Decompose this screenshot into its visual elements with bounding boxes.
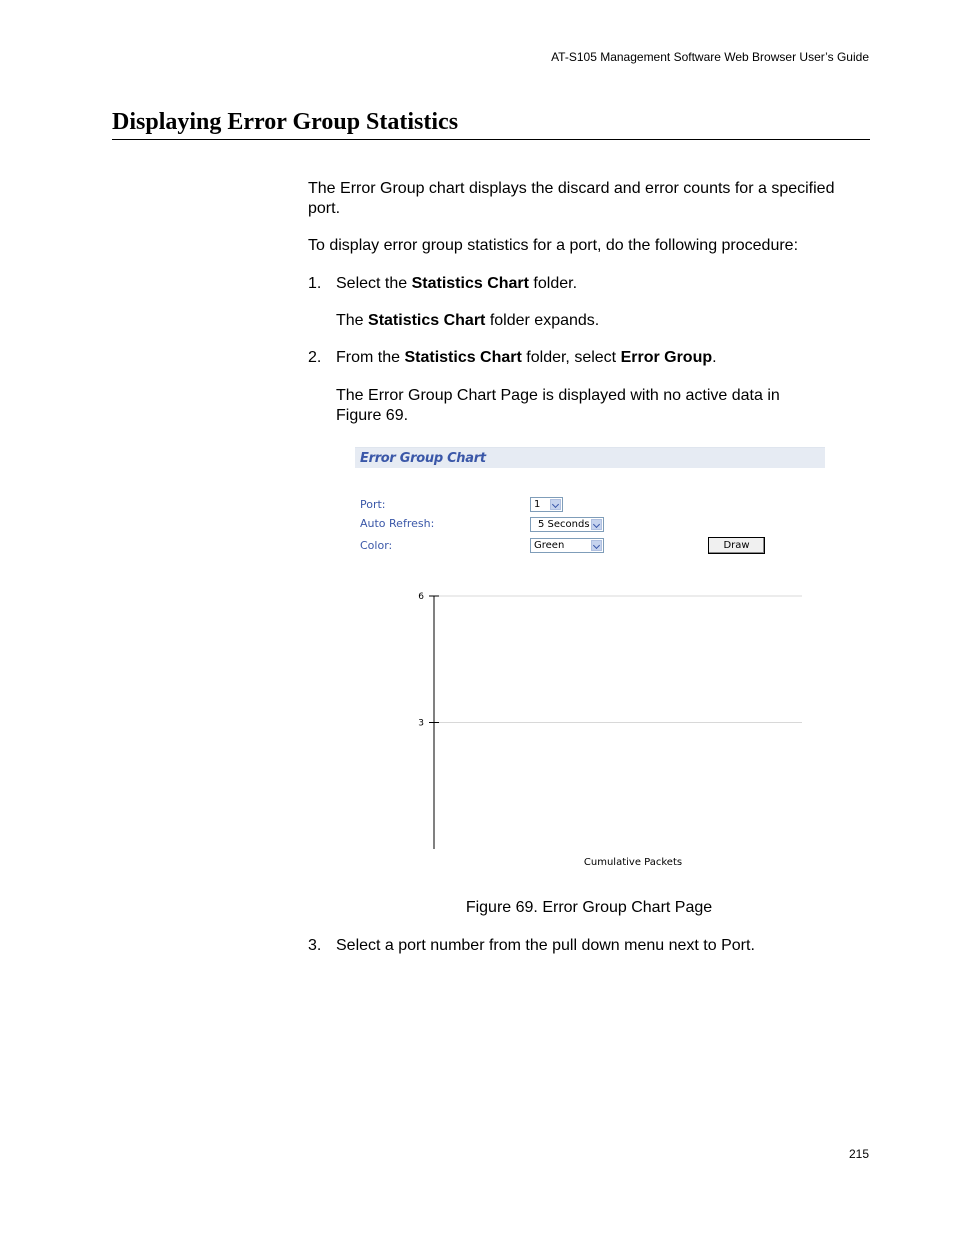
auto-refresh-label: Auto Refresh: — [360, 517, 435, 530]
draw-button[interactable]: Draw — [708, 537, 765, 554]
step-number: 3. — [308, 937, 322, 954]
color-label: Color: — [360, 539, 393, 552]
error-group-chart — [355, 577, 827, 877]
port-select-value: 1 — [534, 499, 541, 510]
auto-refresh-select[interactable] — [530, 517, 604, 532]
section-title: Displaying Error Group Statistics — [112, 107, 870, 140]
chevron-down-icon — [550, 499, 561, 510]
step-text: Select the Statistics Chart folder. — [336, 275, 578, 292]
chevron-down-icon — [591, 540, 602, 551]
intro-paragraph-2 — [308, 236, 870, 256]
color-select-value: Green — [534, 540, 565, 551]
chart-page-title: Error Group Chart — [360, 451, 486, 466]
color-select[interactable] — [530, 538, 604, 553]
port-select[interactable] — [530, 497, 563, 512]
figure-caption: Figure 69. Error Group Chart Page — [465, 899, 713, 916]
chevron-down-icon — [591, 519, 602, 530]
x-axis-label: Cumulative Packets — [583, 857, 683, 868]
y-tick-label: 3 — [418, 718, 424, 729]
error-group-chart-figure — [355, 447, 827, 877]
page-number: 215 — [848, 1147, 869, 1161]
step-text: Select a port number from the pull down menu next to Port. — [336, 937, 755, 954]
step-number: 2. — [308, 349, 322, 366]
step-text: From the Statistics Chart folder, select Error Group. — [336, 349, 717, 366]
step-2-note: The Error Group Chart Page is displayed with no active data in Figure 69. — [336, 387, 780, 424]
step-number: 1. — [308, 275, 322, 292]
intro-text-1: The Error Group chart displays the discard and error counts for a specified port. — [308, 180, 835, 217]
chart-page-title-bar — [355, 447, 825, 468]
step-1-note: The Statistics Chart folder expands. — [336, 312, 600, 329]
intro-paragraph-1 — [308, 179, 870, 219]
intro-text-2: To display error group statistics for a port, do the following procedure: — [308, 237, 799, 254]
y-tick-label: 6 — [418, 592, 424, 602]
port-label: Port: — [360, 498, 386, 511]
running-header: AT-S105 Management Software Web Browser User’s Guide — [551, 50, 869, 64]
auto-refresh-select-value: 5 Seconds — [538, 519, 590, 530]
chart-plot — [355, 577, 827, 877]
